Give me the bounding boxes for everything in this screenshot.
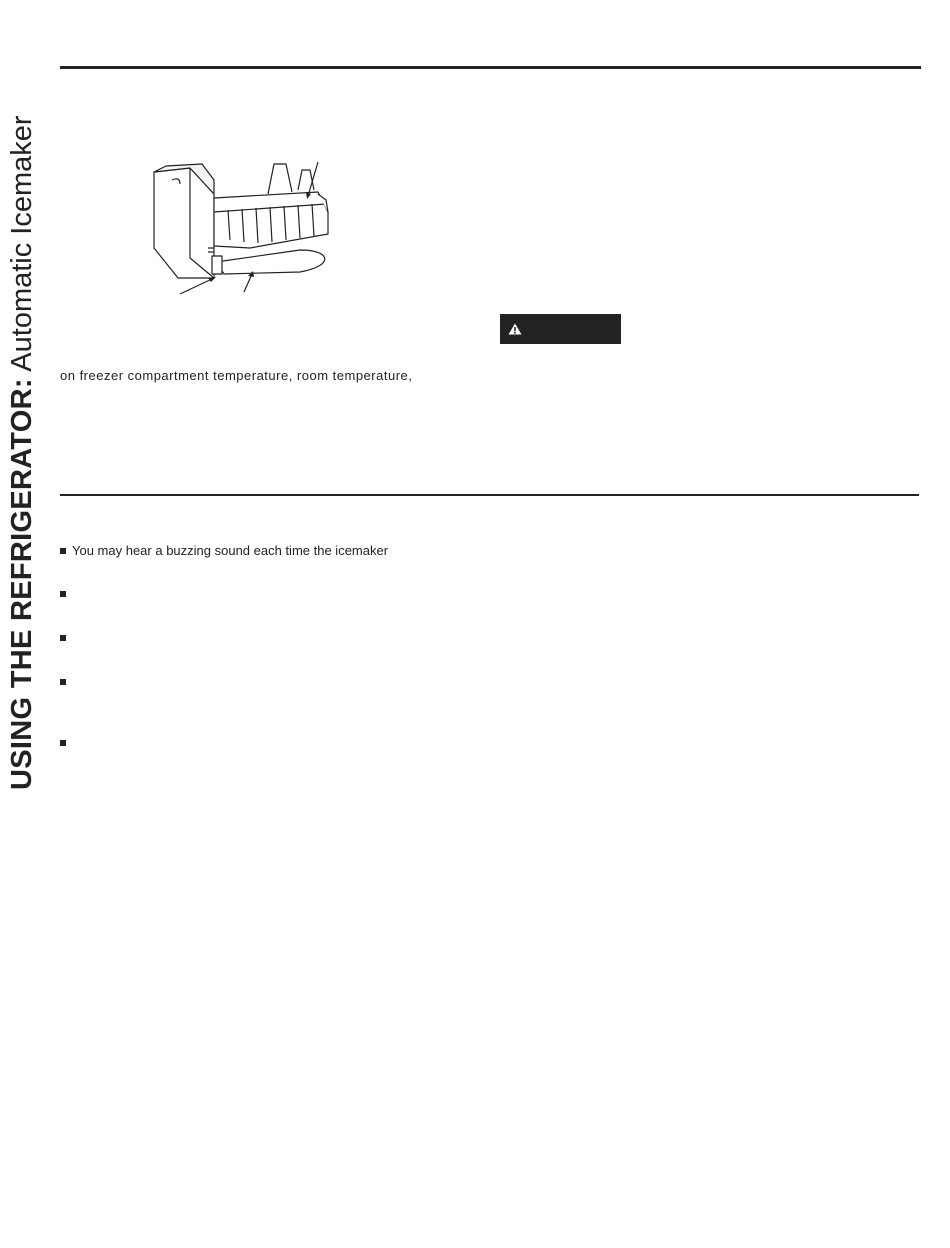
list-item xyxy=(60,735,72,750)
section-divider xyxy=(60,494,919,496)
list-item-text: You may hear a buzzing sound each time the icemaker xyxy=(72,543,389,558)
side-section-title xyxy=(6,115,39,790)
body-text-line: on freezer compartment temperature, room temperature, xyxy=(60,368,413,383)
top-divider xyxy=(60,66,921,69)
side-title-light: Automatic Icemaker xyxy=(6,115,38,379)
bullet-square-icon xyxy=(60,591,66,597)
bullet-square-icon xyxy=(60,635,66,641)
bullet-square-icon xyxy=(60,548,66,554)
list-item xyxy=(60,674,72,689)
list-item xyxy=(60,630,72,645)
warning-triangle-icon xyxy=(508,323,522,335)
list-item xyxy=(60,543,388,558)
icemaker-illustration xyxy=(150,150,340,298)
warning-label xyxy=(500,314,621,344)
list-item xyxy=(60,586,72,601)
side-title-strong: USING THE REFRIGERATOR: xyxy=(6,378,38,790)
bullet-square-icon xyxy=(60,740,66,746)
bullet-square-icon xyxy=(60,679,66,685)
